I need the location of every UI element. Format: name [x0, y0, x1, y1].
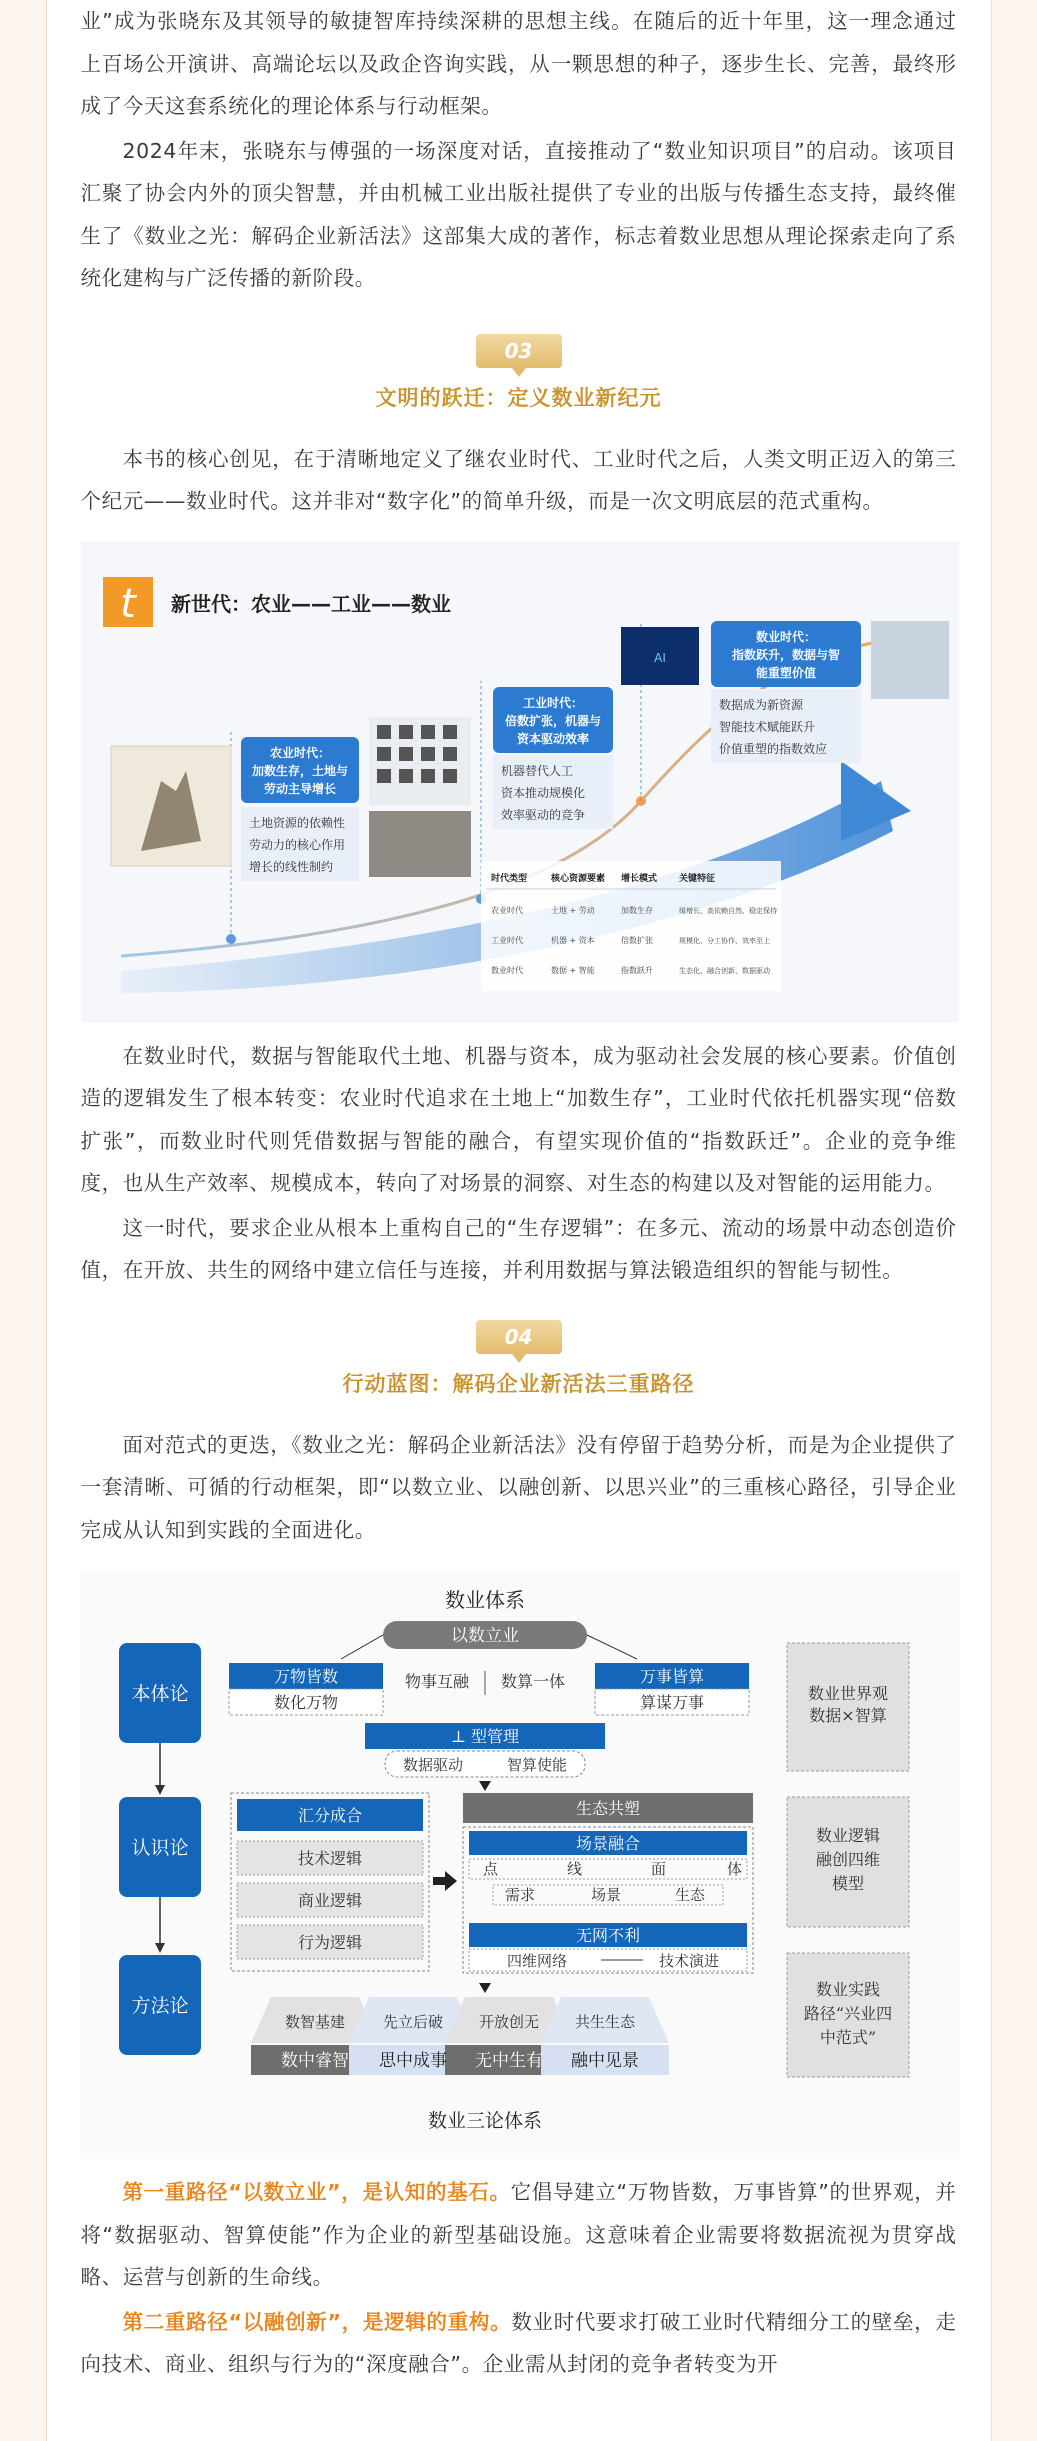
- ind-item: 资本推动规模化: [500, 785, 585, 800]
- dig-label: 能重塑价值: [755, 665, 816, 680]
- article-content: [81, 0, 957, 2386]
- section-title: 文明的跃迁：定义数业新纪元: [375, 385, 662, 410]
- table-cell: 生态化、融合创新、数据驱动: [678, 966, 770, 975]
- paragraph: 面对范式的更迭，《数业之光：解码企业新活法》没有停留于趋势分析，而是为企业提供了一套清晰、可循的行动框架，即“以数立业、以融创新、以思兴业”的三重核心路径，引导企业完成从认知到实践的全面进化。: [80, 1432, 957, 1542]
- svg-text:路径“兴业四: 路径“兴业四: [803, 2004, 892, 2023]
- ind-item: 机器替代人工: [500, 763, 573, 778]
- paragraph: 本书的核心创见，在于清晰地定义了继农业时代、工业时代之后，人类文明正迈入的第三个纪元——数业时代。这并非对“数字化”的简单升级，而是一次文明底层的范式重构。: [80, 446, 957, 513]
- era-evolution-figure: [81, 541, 957, 1023]
- section-number-badge: 04: [476, 1320, 562, 1354]
- shuju-label: 数据驱动: [402, 1756, 463, 1774]
- dxmt-item: 体: [726, 1860, 742, 1878]
- table-cell: 指数跃升: [620, 965, 653, 975]
- svg-text:融创四维: 融创四维: [815, 1850, 880, 1869]
- table-cell: 倍数扩张: [620, 935, 653, 945]
- era-evolution-graphic: [81, 541, 959, 1023]
- suanmou-label: 算谋万事: [639, 1693, 704, 1712]
- table-cell: 农业时代: [490, 905, 523, 915]
- logic-label: 商业逻辑: [297, 1891, 362, 1910]
- table-cell: 工业时代: [490, 935, 523, 945]
- paragraph: 这一时代，要求企业从根本上重构自己的“生存逻辑”：在多元、流动的场景中动态创造价值，在开放、共生的网络中建立信任与连接，并利用数据与算法锻造组织的智能与韧性。: [80, 1215, 957, 1282]
- svg-text:数业实践: 数业实践: [815, 1980, 880, 1999]
- table-cell: 机器 + 资本: [550, 935, 595, 945]
- paragraph: 2024年末，张晓东与傅强的一场深度对话，直接推动了“数业知识项目”的启动。该项目汇聚了协会内外的顶尖智慧，并由机械工业出版社提供了专业的出版与传播生态支持，最终催生了《数业之光：解码企业新活法》这部集大成的著作，标志着数业思想从理论探索走向了系统化建构与广泛传播的新阶段。: [80, 138, 957, 290]
- xcs-item: 需求: [504, 1886, 535, 1904]
- table-header: 关键特征: [678, 873, 715, 884]
- ontology-label: 本体论: [130, 1683, 189, 1705]
- paragraph-text: 数业时代要求打破工业时代精细分工的壁垒，走向技术、商业、组织与行为的“深度融合”。企业需从封闭的竞争者转变为开: [80, 2309, 957, 2376]
- dig-label: 指数跃升，数据与智: [731, 647, 840, 662]
- paragraph: 在数业时代，数据与智能取代土地、机器与资本，成为驱动社会发展的核心要素。价值创造的逻辑发生了根本转变：农业时代追求在土地上“加数生存”，工业时代依托机器实现“倍数扩张”，而数业时代则凭借数据与智能的融合，有望实现价值的“指数跃迁”。企业的竞争维度，也从生产效率、规模成本，转向了对场景的洞察、对生态的构建以及对智能的运用能力。: [80, 1043, 957, 1195]
- wuwang-label: 无网不利: [575, 1926, 640, 1945]
- table-header: 时代类型: [490, 873, 527, 884]
- svg-text:模型: 模型: [831, 1874, 864, 1893]
- highlight-text: 第二重路径“以融创新”，是逻辑的重构。: [122, 2309, 512, 2334]
- diagram-title: 数业体系: [444, 1588, 525, 1612]
- table-cell: 加数生存: [620, 905, 653, 915]
- logic-label: 技术逻辑: [297, 1849, 362, 1868]
- wanshi-label: 万事皆算: [639, 1667, 704, 1686]
- logo-letter: t: [119, 580, 136, 627]
- right-label: 数业世界观: [807, 1684, 888, 1703]
- agri-label: 农业时代：: [269, 745, 330, 760]
- shuhua-label: 数化万物: [273, 1693, 338, 1712]
- paragraph: 业”成为张晓东及其领导的敏捷智库持续深耕的思想主线。在随后的近十年里，这一理念通过上百场公开演讲、高端论坛以及政企咨询实践，从一颗思想的种子，逐步生长、完善，最终形成了今天这套系统化的理论体系与行动框架。: [80, 9, 957, 118]
- zhisuan-label: 智算使能: [506, 1756, 567, 1774]
- wanwu-label: 万物皆数: [273, 1667, 338, 1686]
- section-number-badge: 03: [476, 334, 562, 368]
- changjing-label: 场景融合: [575, 1834, 640, 1853]
- paragraph-text: 它倡导建立“万物皆数，万事皆算”的世界观，并将“数据驱动、智算使能”作为企业的新型基础设施。这意味着企业需要将数据流视为贯穿战略、运营与创新的生命线。: [80, 2180, 957, 2289]
- ind-label: 倍数扩张，机器与: [504, 713, 601, 728]
- jishu-label: 技术演进: [658, 1952, 719, 1970]
- agri-label: 劳动主导增长: [263, 781, 336, 796]
- agri-item: 土地资源的依赖性: [248, 815, 345, 830]
- trap-bottom: 思中成事: [378, 2051, 447, 2071]
- ind-item: 效率驱动的竞争: [500, 807, 585, 822]
- hurong-label: 物事互融: [404, 1672, 469, 1691]
- table-cell: 土地 + 劳动: [550, 905, 595, 915]
- figure-title: 新世代：农业——工业——数业: [170, 591, 451, 616]
- top-pill-label: 以数立业: [450, 1626, 519, 1646]
- xcs-item: 场景: [590, 1886, 621, 1904]
- dig-label: 数业时代：: [755, 629, 816, 644]
- table-header: 增长模式: [620, 873, 657, 884]
- dig-item: 智能技术赋能跃升: [718, 719, 815, 734]
- table-cell: 缓增长、高依赖自然、稳定保持: [678, 906, 777, 915]
- trap-top: 数智基建: [284, 2013, 345, 2031]
- dxmt-item: 点: [482, 1860, 498, 1878]
- paragraph: [81, 2171, 957, 2299]
- three-theory-figure: [81, 1571, 957, 2159]
- ind-label: 资本驱动效率: [516, 731, 589, 746]
- siwei-label: 四维网络: [506, 1952, 567, 1970]
- article-page: [46, 0, 992, 2441]
- ind-label: 工业时代：: [522, 695, 583, 710]
- dxmt-item: 面: [650, 1860, 666, 1878]
- dig-item: 数据成为新资源: [718, 697, 803, 712]
- trap-bottom: 数中睿智: [280, 2051, 349, 2071]
- trap-top: 先立后破: [382, 2013, 443, 2031]
- agri-label: 加数生存，土地与: [251, 763, 348, 778]
- huizong-label: 汇分成合: [297, 1806, 362, 1825]
- highlight-text: 第一重路径“以数立业”，是认知的基石。: [122, 2180, 511, 2204]
- yiti-label: 数算一体: [500, 1672, 565, 1691]
- svg-text:数据×智算: 数据×智算: [808, 1706, 887, 1725]
- trap-top: 开放创无: [478, 2013, 539, 2031]
- epistemology-label: 认识论: [130, 1837, 189, 1859]
- trap-top: 共生生态: [574, 2013, 635, 2031]
- section-title: 行动蓝图：解码企业新活法三重路径: [342, 1371, 695, 1396]
- t-model-label: ⊥ 型管理: [450, 1727, 519, 1746]
- table-cell: 数业时代: [490, 965, 523, 975]
- agri-item: 增长的线性制约: [248, 859, 333, 874]
- trap-bottom: 融中见景: [570, 2051, 639, 2071]
- table-cell: 数据 + 智能: [550, 965, 595, 975]
- svg-text:中范式”: 中范式”: [819, 2028, 876, 2047]
- shengtai-label: 生态共塑: [575, 1799, 640, 1818]
- trap-bottom: 无中生有: [474, 2051, 543, 2071]
- methodology-label: 方法论: [130, 1995, 189, 2017]
- dig-item: 价值重塑的指数效应: [718, 741, 827, 756]
- diagram-caption: 数业三论体系: [427, 2110, 542, 2132]
- era-table: [481, 861, 781, 991]
- svg-text:数业逻辑: 数业逻辑: [815, 1826, 880, 1845]
- paragraph: [81, 2301, 957, 2386]
- table-cell: 规模化、分工协作、效率至上: [678, 936, 770, 945]
- three-theory-diagram: [81, 1571, 959, 2159]
- agri-item: 劳动力的核心作用: [248, 837, 345, 852]
- logic-label: 行为逻辑: [297, 1933, 362, 1952]
- table-header: 核心资源要素: [550, 873, 605, 884]
- robot-photo: [871, 621, 949, 699]
- dxmt-item: 线: [566, 1860, 582, 1878]
- factory-photo: [369, 811, 471, 877]
- xcs-item: 生态: [674, 1886, 705, 1904]
- svg-text:AI: AI: [653, 650, 666, 665]
